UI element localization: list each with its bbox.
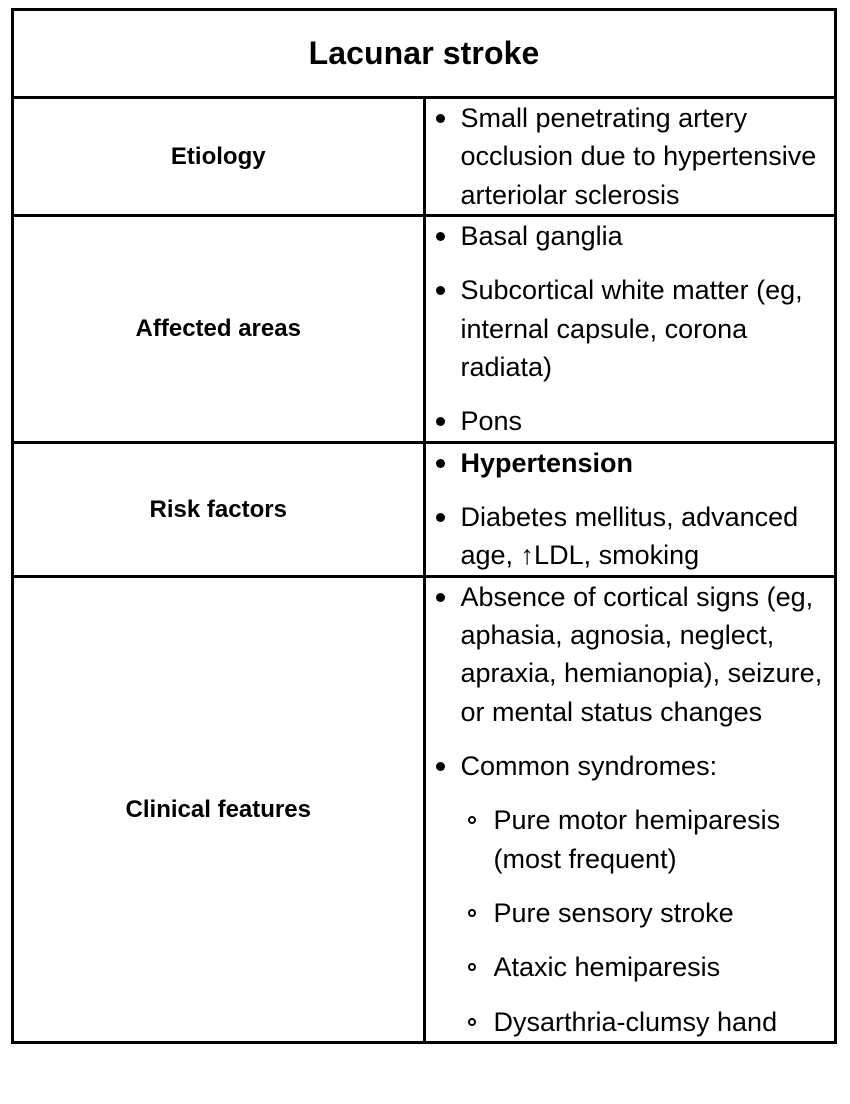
- row-content-clinical-features: [424, 576, 836, 1042]
- table-row: [13, 215, 836, 442]
- table-container: [11, 8, 837, 1044]
- sub-list-item-text: Ataxic hemiparesis: [493, 952, 721, 983]
- bullet-list: [426, 99, 835, 214]
- lacunar-stroke-table: [11, 8, 837, 1044]
- sub-list-item-text: Pure sensory stroke: [493, 897, 734, 928]
- list-item-text: Basal ganglia: [460, 220, 623, 251]
- list-item-text: Common syndromes:: [460, 750, 718, 781]
- disc-bullet-icon: [436, 114, 445, 123]
- list-item-text: Diabetes mellitus, advanced age, ↑LDL, smoking: [460, 501, 799, 571]
- sub-list-item: [461, 948, 835, 986]
- row-label-clinical-features: [13, 576, 425, 1042]
- sub-bullet-list: [461, 801, 835, 1041]
- disc-bullet-icon: [436, 286, 445, 295]
- sub-list-item: [461, 1003, 835, 1041]
- list-item-text: Absence of cortical signs (eg, aphasia, agnosia, neglect, apraxia, hemianopia), seizure, or mental status changes: [460, 581, 823, 727]
- table-row: [13, 576, 836, 1042]
- circle-bullet-icon: [468, 963, 476, 971]
- row-label-text: Clinical features: [125, 795, 311, 823]
- list-item: [426, 444, 835, 482]
- disc-bullet-icon: [436, 232, 445, 241]
- list-item-text: Subcortical white matter (eg, internal capsule, corona radiata): [460, 275, 803, 382]
- circle-bullet-icon: [468, 909, 476, 917]
- disc-bullet-icon: [436, 459, 445, 468]
- row-label-text: Risk factors: [149, 495, 287, 523]
- table-row: [13, 98, 836, 216]
- row-content-affected-areas: [424, 215, 836, 442]
- disc-bullet-icon: [436, 762, 445, 771]
- row-label-risk-factors: [13, 442, 425, 576]
- list-item: [426, 747, 835, 1041]
- list-item-text: Pons: [460, 406, 523, 437]
- list-item: [426, 217, 835, 255]
- disc-bullet-icon: [436, 513, 445, 522]
- list-item: [426, 271, 835, 386]
- page-title: Lacunar stroke: [308, 35, 540, 72]
- table-row: [13, 442, 836, 576]
- table-title-row: [13, 10, 836, 98]
- row-label-etiology: [13, 98, 425, 216]
- bullet-list: [426, 217, 835, 441]
- table-title-cell: [13, 10, 836, 98]
- row-content-risk-factors: [424, 442, 836, 576]
- list-item-text: Hypertension: [460, 447, 634, 478]
- circle-bullet-icon: [468, 1018, 476, 1026]
- sub-list-item-text: Dysarthria-clumsy hand: [493, 1006, 778, 1037]
- list-item-text: Small penetrating artery occlusion due to hypertensive arteriolar sclerosis: [460, 103, 817, 210]
- list-item: [426, 498, 835, 575]
- disc-bullet-icon: [436, 417, 445, 426]
- sub-list-item: [461, 894, 835, 932]
- bullet-list: [426, 578, 835, 1041]
- row-label-text: Affected areas: [135, 315, 301, 343]
- list-item: [426, 99, 835, 214]
- row-label-affected-areas: [13, 215, 425, 442]
- bullet-list: [426, 444, 835, 575]
- circle-bullet-icon: [468, 816, 476, 824]
- sub-list-item-text: Pure motor hemiparesis (most frequent): [493, 805, 781, 874]
- sub-list-item: [461, 801, 835, 878]
- row-label-text: Etiology: [170, 142, 266, 170]
- list-item: [426, 402, 835, 440]
- disc-bullet-icon: [436, 593, 445, 602]
- list-item: [426, 578, 835, 731]
- row-content-etiology: [424, 98, 836, 216]
